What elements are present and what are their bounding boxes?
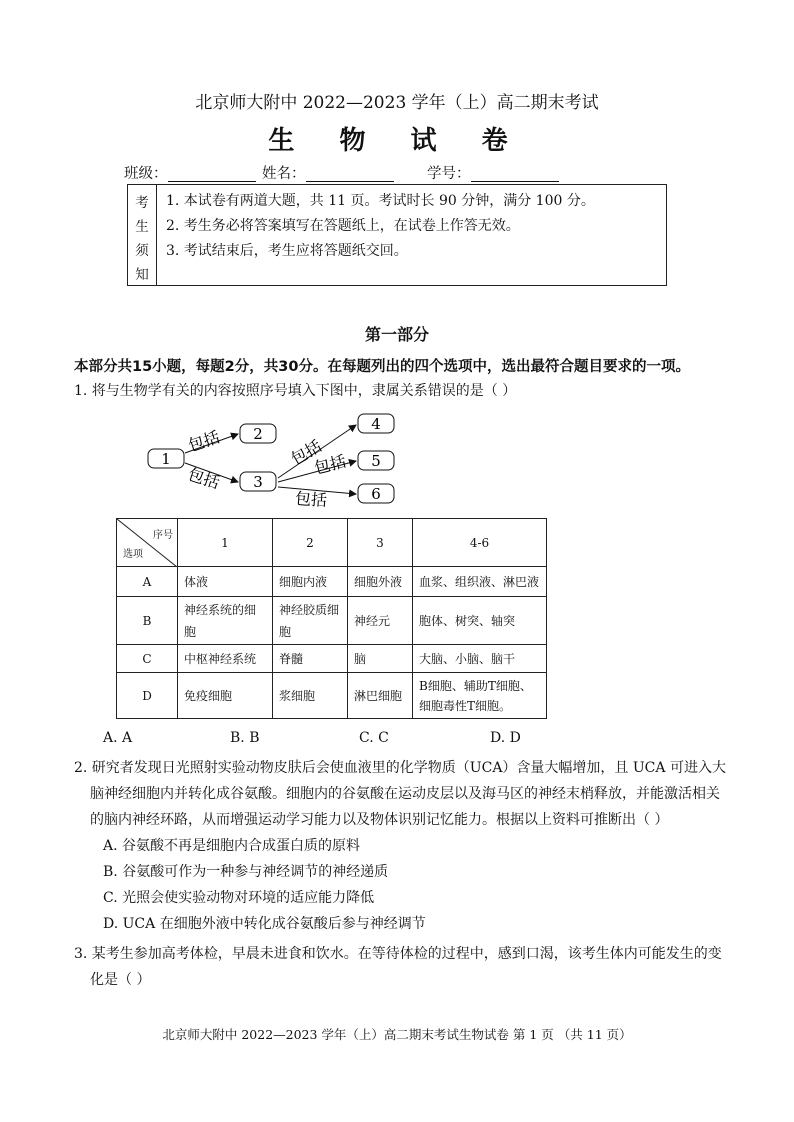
table-corner-cell [117,519,178,567]
svg-text:6: 6 [371,485,381,503]
page-footer: 北京师大附中 2022—2023 学年（上）高二期末考试生物试卷 第 1 页 （共 11 页） [162,1027,632,1042]
notice-char: 知 [135,267,149,283]
table-row [117,567,547,597]
table-cell: 浆细胞 [273,673,348,719]
table-cell: B细胞、辅助T细胞、细胞毒性T细胞。 [413,673,547,719]
edge-label: 包括 [312,451,348,478]
corner-bottom-label: 选项 [123,549,143,560]
table-header-cell: 4-6 [413,519,547,567]
class-label: 班级： [124,166,168,182]
notice-item: 1. 本试卷有两道大题，共 11 页。考试时长 90 分钟，满分 100 分。 [166,193,595,209]
table-cell: 脊髓 [273,645,348,673]
notice-item: 3. 考试结束后，考生应将答题纸交回。 [166,243,408,259]
q1-option-c: C. C [359,730,389,746]
table-header-row [117,519,547,567]
table-cell: 血浆、组织液、淋巴液 [413,567,547,597]
q1-option-b: B. B [230,730,260,746]
table-cell: 神经系统的细胞 [178,597,273,645]
exam-header: 北京师大附中 2022—2023 学年（上）高二期末考试 [195,93,599,113]
q1-option-d: D. D [490,730,521,746]
svg-text:3: 3 [253,473,263,491]
class-field [124,162,256,183]
edge-label: 包括 [185,464,223,493]
question-3-stem-line: 化是（ ） [90,972,151,988]
diagram-node-1 [148,449,184,468]
name-label: 姓名： [262,166,306,182]
part-instructions: 本部分共15小题，每题2分，共30分。在每题列出的四个选项中，选出最符合题目要求的一项。 [74,359,690,375]
notice-char: 考 [135,195,149,211]
class-blank [168,167,256,182]
q2-option-d: D. UCA 在细胞外液中转化成谷氨酸后参与神经调节 [103,916,426,932]
notice-char: 须 [135,243,149,259]
question-1-stem: 1. 将与生物学有关的内容按照序号填入下图中，隶属关系错误的是（ ） [74,383,517,399]
table-cell: 神经胶质细胞 [273,597,348,645]
table-cell: C [117,645,178,673]
question-2-stem-line: 脑神经细胞内并转化成谷氨酸。细胞内的谷氨酸在运动皮层以及海马区的神经末梢释放，并能激活相关 [90,786,720,802]
table-cell: 细胞外液 [348,567,413,597]
edge-label: 包括 [287,436,325,469]
table-cell: A [117,567,178,597]
table-row [117,597,547,645]
id-label: 学号： [427,166,471,182]
question-2-stem-line: 2. 研究者发现日光照射实验动物皮肤后会使血液里的化学物质（UCA）含量大幅增加，且 UCA 可进入大 [74,760,726,776]
id-blank [471,167,559,182]
table-header-cell: 1 [178,519,273,567]
table-cell: 淋巴细胞 [348,673,413,719]
diagram-node-4 [358,414,394,433]
table-cell: 脑 [348,645,413,673]
table-cell: 细胞内液 [273,567,348,597]
table-cell: B [117,597,178,645]
notice-side-label [128,185,157,285]
q2-option-a: A. 谷氨酸不再是细胞内合成蛋白质的原料 [103,838,361,854]
svg-text:5: 5 [371,452,381,470]
notice-char: 生 [135,219,149,235]
q2-option-b: B. 谷氨酸可作为一种参与神经调节的神经递质 [103,864,389,880]
question-1-table [116,518,547,719]
table-cell: 胞体、树突、轴突 [413,597,547,645]
table-row [117,673,547,719]
table-cell: D [117,673,178,719]
diagram-node-2 [240,424,276,443]
hierarchy-diagram [140,408,410,513]
table-cell: 免疫细胞 [178,673,273,719]
q1-option-a: A. A [103,730,133,746]
diagram-node-3 [240,472,276,491]
page-title: 生 物 试 卷 [268,126,526,156]
id-field [427,162,559,183]
svg-text:4: 4 [371,415,381,433]
table-header-cell: 3 [348,519,413,567]
question-2-stem-line: 的脑内神经环路，从而增强运动学习能力以及物体识别记忆能力。根据以上资料可推断出（ ） [90,812,669,828]
table-cell: 神经元 [348,597,413,645]
diagram-node-5 [358,451,394,470]
svg-text:1: 1 [161,450,171,468]
table-header-cell: 2 [273,519,348,567]
table-row [117,645,547,673]
svg-text:2: 2 [253,425,263,443]
diagram-node-6 [358,484,394,503]
part-title: 第一部分 [364,325,429,344]
table-cell: 体液 [178,567,273,597]
name-field [262,162,394,183]
notice-item: 2. 考生务必将答案填写在答题纸上，在试卷上作答无效。 [166,218,520,234]
edge-label: 包括 [185,427,223,456]
q2-option-c: C. 光照会使实验动物对环境的适应能力降低 [103,890,375,906]
table-cell: 中枢神经系统 [178,645,273,673]
corner-top-label: 序号 [153,530,173,541]
question-3-stem-line: 3. 某考生参加高考体检，早晨未进食和饮水。在等待体检的过程中，感到口渴，该考生体内可能发生的变 [74,946,722,962]
edge-label: 包括 [294,488,328,511]
notice-box [127,184,667,286]
name-blank [306,167,394,182]
table-cell: 大脑、小脑、脑干 [413,645,547,673]
